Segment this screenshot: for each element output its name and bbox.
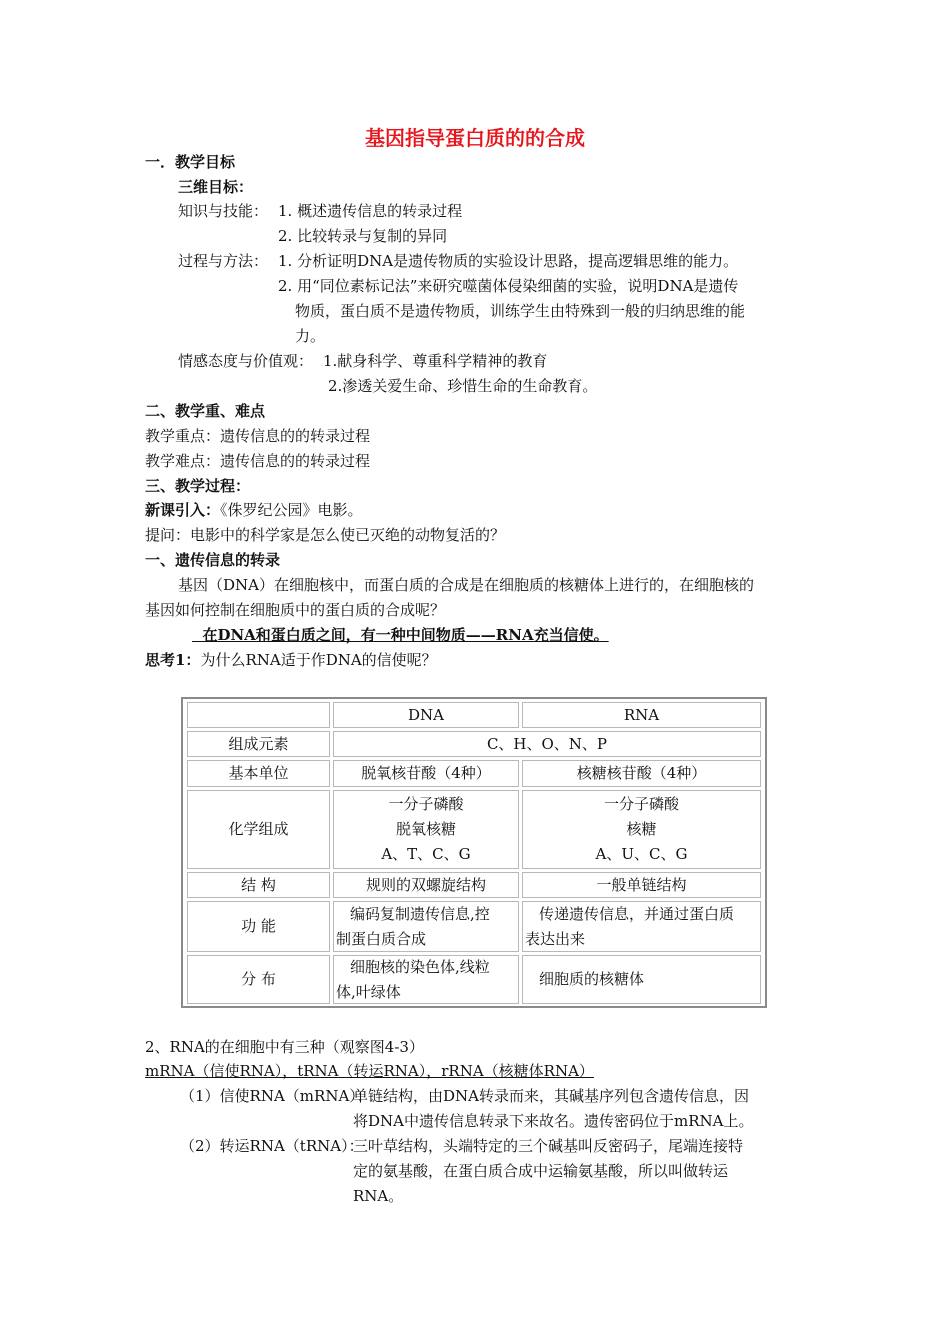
process-item-1: 1. 分析证明DNA是遗传物质的实验设计思路，提高逻辑思维的能力。 — [278, 252, 739, 270]
function-dna-line1: 编码复制遗传信息,控 — [350, 904, 490, 923]
paragraph-1b: 基因如何控制在细胞质中的蛋白质的合成呢？ — [145, 601, 446, 619]
table-header-dna: DNA — [333, 702, 519, 728]
knowledge-item-2: 2. 比较转录与复制的异同 — [278, 227, 448, 245]
rna-types-intro: 2、RNA的在细胞中有三种（观察图4-3） — [145, 1038, 424, 1056]
mrna-desc-2: 将DNA中遗传信息转录下来故名。遗传密码位于mRNA上。 — [353, 1112, 754, 1130]
unit-rna: 核糖核苷酸（4种） — [522, 760, 761, 787]
three-dim-goals: 三维目标： — [178, 178, 254, 196]
chem-rna-sugar: 核糖 — [626, 820, 657, 838]
function-rna-line2: 表达出来 — [525, 929, 586, 948]
rna-types-list: mRNA（信使RNA），tRNA（转运RNA），rRNA（核糖体RNA） — [145, 1062, 594, 1080]
think-label: 思考1： — [145, 651, 201, 669]
distribution-dna-line1: 细胞核的染色体,线粒 — [350, 957, 490, 976]
function-rna — [522, 901, 761, 952]
row-label-structure: 结 构 — [187, 872, 330, 898]
section1-heading: 一．教学目标 — [145, 153, 236, 171]
table-header-rna: RNA — [522, 702, 761, 728]
process-item-2a: 2. 用“同位素标记法”来研究噬菌体侵染细菌的实验，说明DNA是遗传 — [278, 277, 739, 295]
row-label-chem: 化学组成 — [187, 790, 330, 869]
function-dna — [333, 901, 519, 952]
chem-dna — [333, 790, 519, 869]
page-title: 基因指导蛋白质的的合成 — [365, 126, 585, 150]
function-rna-line1: 传递遗传信息，并通过蛋白质 — [539, 904, 735, 923]
row-label-distribution: 分 布 — [187, 955, 330, 1004]
key-point: 教学重点：遗传信息的的转录过程 — [145, 427, 371, 445]
chem-dna-sugar: 脱氧核糖 — [395, 820, 456, 838]
chem-rna-phosphate: 一分子磷酸 — [603, 795, 679, 813]
table-header-blank — [187, 702, 330, 728]
emotion-item-1: 1.献身科学、尊重科学精神的教育 — [323, 352, 548, 370]
emphasis-text: 在DNA和蛋白质之间，有一种中间物质——RNA充当信使。 — [202, 626, 609, 644]
process-item-2c: 力。 — [295, 327, 326, 345]
dna-rna-comparison-table — [181, 697, 767, 1008]
question-line: 提问：电影中的科学家是怎么使已灭绝的动物复活的？ — [145, 526, 506, 544]
row-label-elements: 组成元素 — [187, 731, 330, 757]
distribution-rna: 细胞质的核糖体 — [522, 955, 761, 1004]
structure-dna: 规则的双螺旋结构 — [333, 872, 519, 898]
trna-desc-1: 三叶草结构，头端特定的三个碱基叫反密码子，尾端连接特 — [353, 1137, 744, 1155]
distribution-dna — [333, 955, 519, 1004]
emphasis-line — [192, 625, 609, 645]
row-label-unit: 基本单位 — [187, 760, 330, 787]
mrna-desc-1: 单链结构，由DNA转录而来，其碱基序列包含遗传信息，因 — [353, 1087, 749, 1105]
think-line — [145, 650, 437, 670]
distribution-dna-line2: 体,叶绿体 — [336, 982, 401, 1001]
intro-label: 新课引入： — [145, 501, 221, 519]
trna-desc-2: 定的氨基酸，在蛋白质合成中运输氨基酸，所以叫做转运 — [353, 1162, 729, 1180]
part1-heading: 一、遗传信息的转录 — [145, 551, 281, 569]
knowledge-label: 知识与技能： — [178, 202, 269, 220]
intro-line — [145, 500, 363, 520]
trna-desc-3: RNA。 — [353, 1187, 404, 1205]
paragraph-1a: 基因（DNA）在细胞核中，而蛋白质的合成是在细胞质的核糖体上进行的，在细胞核的 — [178, 576, 754, 594]
function-dna-line2: 制蛋白质合成 — [336, 929, 427, 948]
trna-label: （2）转运RNA（tRNA）： — [180, 1137, 364, 1155]
process-label: 过程与方法： — [178, 252, 269, 270]
emotion-label: 情感态度与价值观： — [178, 352, 314, 370]
elements-value: C、H、O、N、P — [333, 731, 761, 757]
chem-rna-bases: A、U、C、G — [595, 845, 688, 863]
difficult-point: 教学难点：遗传信息的的转录过程 — [145, 452, 371, 470]
intro-text: 《侏罗纪公园》电影。 — [220, 501, 363, 519]
process-item-2b: 物质，蛋白质不是遗传物质，训练学生由特殊到一般的归纳思维的能 — [295, 302, 746, 320]
section2-heading: 二、教学重、难点 — [145, 402, 266, 420]
chem-dna-bases: A、T、C、G — [381, 845, 471, 863]
structure-rna: 一般单链结构 — [522, 872, 761, 898]
unit-dna: 脱氧核苷酸（4种） — [333, 760, 519, 787]
row-label-function: 功 能 — [187, 901, 330, 952]
mrna-label: （1）信使RNA（mRNA）： — [180, 1087, 372, 1105]
emotion-item-2: 2.渗透关爱生命、珍惜生命的生命教育。 — [328, 377, 598, 395]
think-text: 为什么RNA适于作DNA的信使呢？ — [200, 651, 437, 669]
chem-rna — [522, 790, 761, 869]
chem-dna-phosphate: 一分子磷酸 — [388, 795, 464, 813]
section3-heading: 三、教学过程： — [145, 477, 251, 495]
knowledge-item-1: 1. 概述遗传信息的转录过程 — [278, 202, 463, 220]
